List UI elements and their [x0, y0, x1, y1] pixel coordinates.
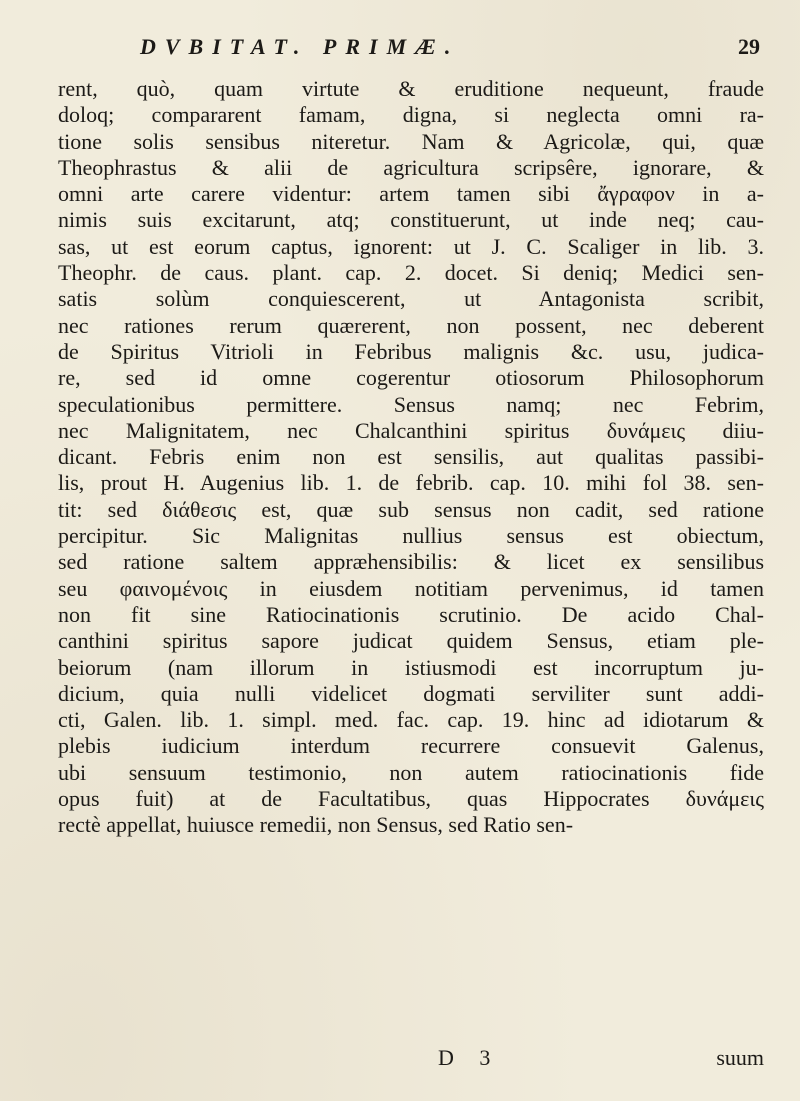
text-line: plebis iudicium interdum recurrere consuevit Galenus, — [58, 733, 764, 759]
text-line: doloq; compararent famam, digna, si neglecta omni ra- — [58, 102, 764, 128]
text-line: speculationibus permittere. Sensus namq; nec Febrim, — [58, 391, 764, 417]
text-line: cti, Galen. lib. 1. simpl. med. fac. cap. 19. hinc ad idiotarum & — [58, 707, 764, 733]
page-header — [0, 34, 800, 74]
text-line: tione solis sensibus niteretur. Nam & Agricolæ, qui, quæ — [58, 128, 764, 154]
text-line: dicium, quia nulli videlicet dogmati serviliter sunt addi- — [58, 680, 764, 706]
text-line: re, sed id omne cogerentur otiosorum Philosophorum — [58, 365, 764, 391]
text-line: sed ratione saltem appræhensibilis: & licet ex sensilibus — [58, 549, 764, 575]
text-line: canthini spiritus sapore judicat quidem Sensus, etiam ple- — [58, 628, 764, 654]
page-footer — [58, 1045, 764, 1075]
text-line: satis solùm conquiescerent, ut Antagonista scribit, — [58, 286, 764, 312]
text-line: opus fuit) at de Facultatibus, quas Hippocrates δυνάμεις — [58, 786, 764, 812]
text-line: nec Malignitatem, nec Chalcanthini spiritus δυνάμεις diiu- — [58, 417, 764, 443]
catchword: suum — [716, 1045, 764, 1070]
signature-mark: D 3 — [438, 1045, 501, 1070]
text-line: sas, ut est eorum captus, ignorent: ut J. C. Scaliger in lib. 3. — [58, 233, 764, 259]
text-line: rectè appellat, huiusce remedii, non Sensus, sed Ratio sen- — [58, 812, 574, 838]
text-line: dicant. Febris enim non est sensilis, aut qualitas passibi- — [58, 444, 764, 470]
text-line: Theophr. de caus. plant. cap. 2. docet. Si deniq; Medici sen- — [58, 260, 764, 286]
text-line: tit: sed διάθεσις est, quæ sub sensus non cadit, sed ratione — [58, 496, 764, 522]
text-line: lis, prout H. Augenius lib. 1. de febrib. cap. 10. mihi fol 38. sen- — [58, 470, 764, 496]
text-line: non fit sine Ratiocinationis scrutinio. De acido Chal- — [58, 601, 764, 627]
text-line: omni arte carere videntur: artem tamen sibi ἄγραφον in a- — [58, 181, 764, 207]
text-line: rent, quò, quam virtute & eruditione nequeunt, fraude — [58, 76, 764, 101]
body-text — [58, 76, 764, 839]
text-line: nimis suis excitarunt, atq; constituerunt, ut inde neq; cau- — [58, 207, 764, 233]
text-line: nec rationes rerum quærerent, non possent, nec deberent — [58, 312, 764, 338]
text-line: ubi sensuum testimonio, non autem ratiocinationis fide — [58, 759, 764, 785]
page-number: 29 — [738, 34, 760, 59]
running-title: DVBITAT. PRIMÆ. — [140, 34, 460, 59]
text-line: percipitur. Sic Malignitas nullius sensus est obiectum, — [58, 523, 764, 549]
text-line: seu φαινομένοις in eiusdem notitiam pervenimus, id tamen — [58, 575, 764, 601]
text-line: beiorum (nam illorum in istiusmodi est incorruptum ju- — [58, 654, 764, 680]
text-line: de Spiritus Vitrioli in Febribus malignis &c. usu, judica- — [58, 338, 764, 364]
text-line: Theophrastus & alii de agricultura scripsêre, ignorare, & — [58, 154, 764, 180]
